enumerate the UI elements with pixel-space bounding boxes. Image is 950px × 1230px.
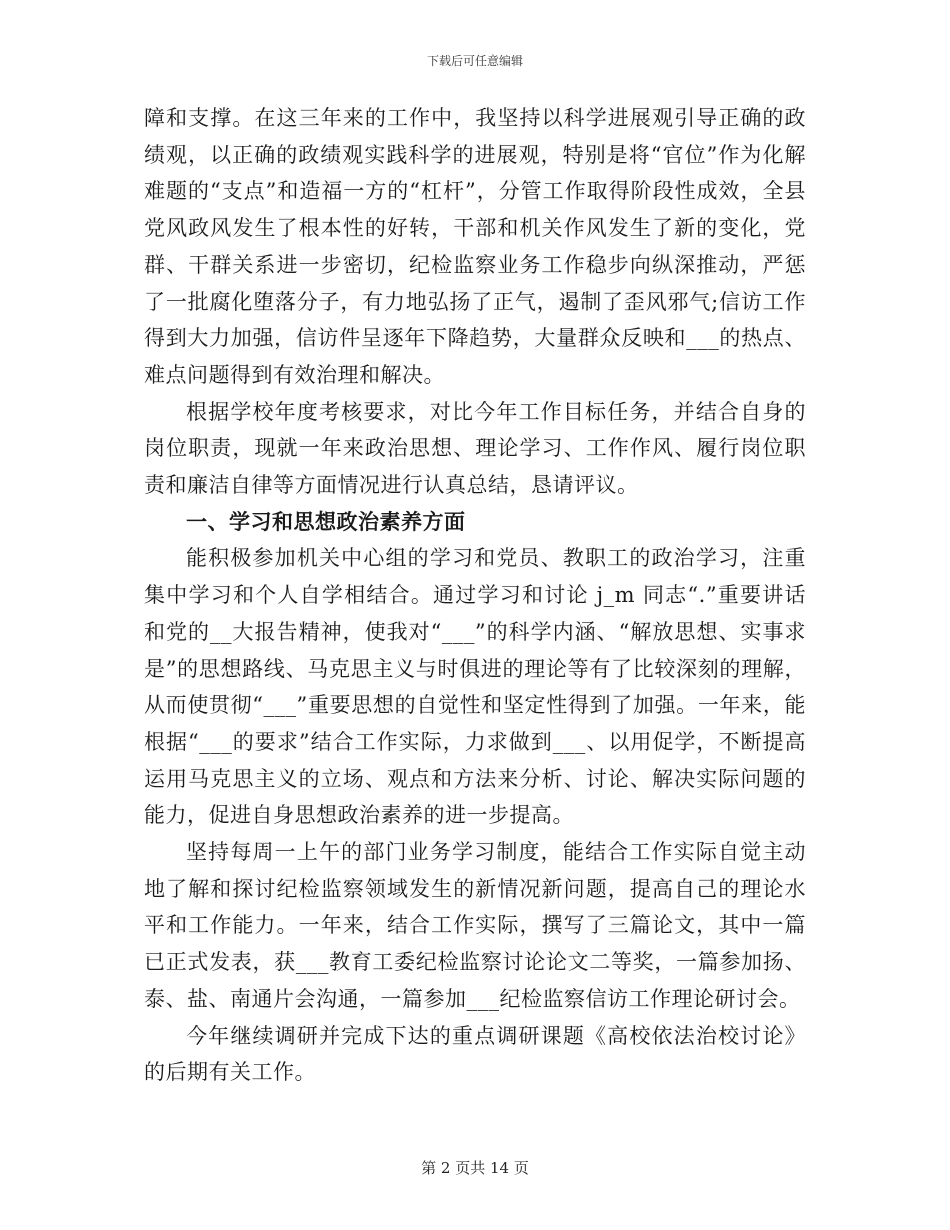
paragraph-business-study: 坚持每周一上午的部门业务学习制度，能结合工作实际自觉主动地了解和探讨纪检监察领域发生的新情况新问题，提高自己的理论水平和工作能力。一年来，结合工作实际，撰写了三篇论文，其中一篇已正式发表，获___教育工委纪检监察讨论论文二等奖，一篇参加扬、泰、盐、南通片会沟通，一篇参加___纪检监察信访工作理论研讨会。 bbox=[144, 840, 806, 1011]
page-header: 下载后可任意编辑 bbox=[426, 54, 523, 68]
paragraph-continuation: 障和支撑。在这三年来的工作中，我坚持以科学进展观引导正确的政绩观，以正确的政绩观实践科学的进展观，特别是将“官位”作为化解难题的“支点”和造福一方的“杠杆”，分管工作取得阶段性成效，全县党风政风发生了根本性的好转，干部和机关作风发生了新的变化，党群、干群关系进一步密切，纪检监察业务工作稳步向纵深推动，严惩了一批腐化堕落分子，有力地弘扬了正气，遏制了歪风邪气;信访工作得到大力加强，信访件呈逐年下降趋势，大量群众反映和___的热点、难点问题得到有效治理和解决。 bbox=[144, 106, 806, 387]
paragraph-study: 能积极参加机关中心组的学习和党员、教职工的政治学习，注重集中学习和个人自学相结合。通过学习和讨论 j_m 同志“.”重要讲话和党的__大报告精神，使我对“___”的科学内涵、“解放思想、实事求是”的思想路线、马克思主义与时俱进的理论等有了比较深刻的理解，从而使贯彻“___”重要思想的自觉性和坚定性得到了加强。一年来，能根据“___的要求”结合工作实际，力求做到___、以用促学，不断提高运用马克思主义的立场、观点和方法来分析、讨论、解决实际问题的能力，促进自身思想政治素养的进一步提高。 bbox=[144, 546, 806, 828]
paragraph-intro: 根据学校年度考核要求，对比今年工作目标任务，并结合自身的岗位职责，现就一年来政治思想、理论学习、工作作风、履行岗位职责和廉洁自律等方面情况进行认真总结，恳请评议。 bbox=[144, 399, 806, 498]
section-heading: 一、学习和思想政治素养方面 bbox=[186, 508, 466, 534]
paragraph-research: 今年继续调研并完成下达的重点调研课题《高校依法治校讨论》的后期有关工作。 bbox=[144, 1023, 806, 1085]
document-body bbox=[144, 100, 806, 1091]
page-footer: 第 2 页共 14 页 bbox=[421, 1159, 529, 1177]
